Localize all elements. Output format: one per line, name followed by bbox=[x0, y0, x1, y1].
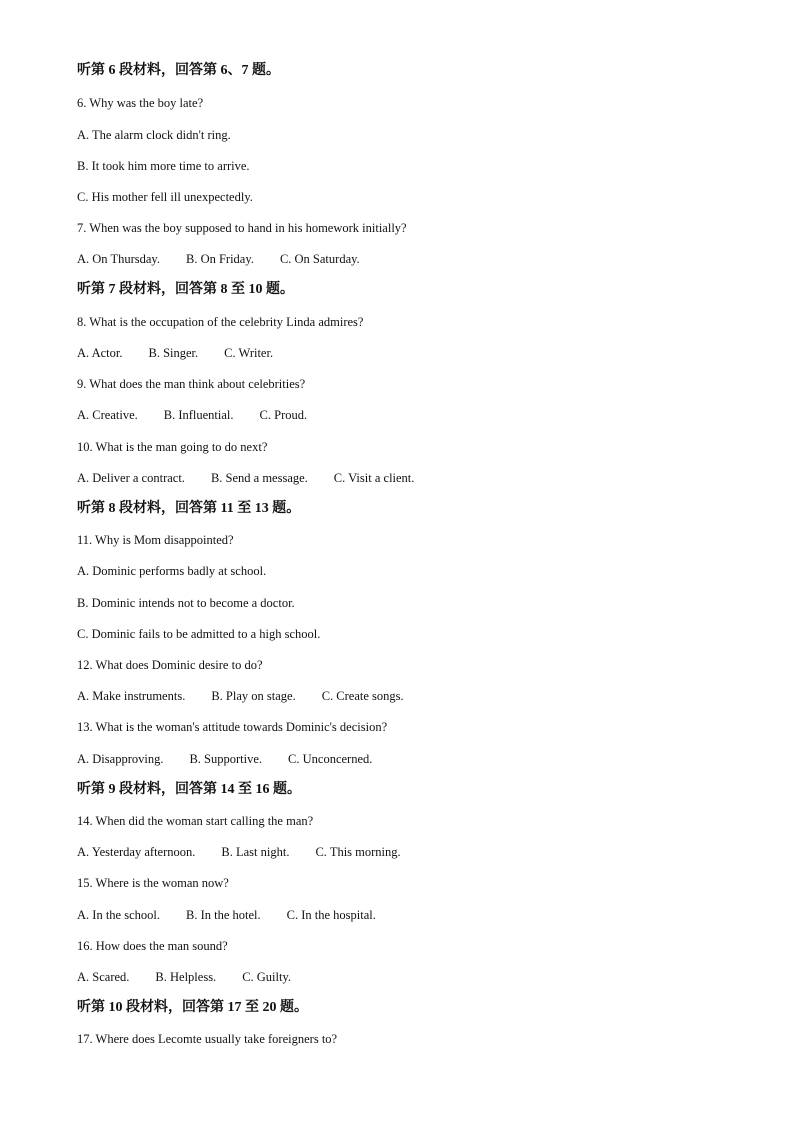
question-12: 12. What does Dominic desire to do? bbox=[77, 658, 263, 672]
options-row bbox=[77, 969, 291, 985]
option-a: A. In the school. bbox=[77, 908, 160, 922]
option-a: A. On Thursday. bbox=[77, 252, 160, 266]
option-b: B. Singer. bbox=[148, 346, 199, 360]
section-heading: 听第 9 段材料，回答第 14 至 16 题。 bbox=[77, 782, 301, 797]
option-line: B. It took him more time to arrive. bbox=[77, 159, 250, 173]
option-a: A. Scared. bbox=[77, 970, 130, 984]
option-a: A. Yesterday afternoon. bbox=[77, 845, 196, 859]
question-16: 16. How does the man sound? bbox=[77, 939, 228, 953]
option-b: B. On Friday. bbox=[185, 252, 254, 266]
question-11: 11. Why is Mom disappointed? bbox=[77, 533, 234, 547]
section-heading: 听第 6 段材料，回答第 6、7 题。 bbox=[77, 63, 280, 78]
option-line: A. Dominic performs badly at school. bbox=[77, 564, 267, 578]
option-c: C. In the hospital. bbox=[286, 908, 376, 922]
options-row bbox=[77, 907, 376, 923]
option-a: A. Make instruments. bbox=[77, 689, 186, 703]
option-line: B. Dominic intends not to become a doctor. bbox=[77, 596, 295, 610]
option-c: C. Proud. bbox=[259, 408, 308, 422]
question-6: 6. Why was the boy late? bbox=[77, 96, 204, 110]
option-b: B. Last night. bbox=[221, 845, 290, 859]
option-c: C. Writer. bbox=[224, 346, 274, 360]
option-b: B. Influential. bbox=[163, 408, 234, 422]
options-row bbox=[77, 407, 307, 423]
options-row bbox=[77, 688, 404, 704]
option-line: A. The alarm clock didn't ring. bbox=[77, 128, 231, 142]
options-row bbox=[77, 251, 360, 267]
options-row bbox=[77, 345, 273, 361]
option-b: B. In the hotel. bbox=[185, 908, 261, 922]
option-line: C. His mother fell ill unexpectedly. bbox=[77, 190, 253, 204]
question-9: 9. What does the man think about celebrities? bbox=[77, 377, 306, 391]
question-10: 10. What is the man going to do next? bbox=[77, 440, 268, 454]
question-13: 13. What is the woman's attitude towards Dominic's decision? bbox=[77, 720, 388, 734]
option-c: C. This morning. bbox=[315, 845, 401, 859]
section-heading: 听第 8 段材料，回答第 11 至 13 题。 bbox=[77, 501, 301, 516]
option-b: B. Play on stage. bbox=[211, 689, 296, 703]
question-7: 7. When was the boy supposed to hand in his homework initially? bbox=[77, 221, 407, 235]
option-a: A. Deliver a contract. bbox=[77, 471, 185, 485]
question-8: 8. What is the occupation of the celebrity Linda admires? bbox=[77, 315, 364, 329]
section-heading: 听第 10 段材料，回答第 17 至 20 题。 bbox=[77, 1000, 308, 1015]
option-a: A. Actor. bbox=[77, 346, 123, 360]
question-15: 15. Where is the woman now? bbox=[77, 876, 229, 890]
section-heading: 听第 7 段材料，回答第 8 至 10 题。 bbox=[77, 282, 294, 297]
option-b: B. Helpless. bbox=[155, 970, 217, 984]
option-b: B. Send a message. bbox=[210, 471, 308, 485]
options-row bbox=[77, 751, 372, 767]
option-c: C. On Saturday. bbox=[279, 252, 360, 266]
options-row bbox=[77, 470, 414, 486]
option-c: C. Unconcerned. bbox=[288, 752, 373, 766]
option-a: A. Creative. bbox=[77, 408, 138, 422]
options-row bbox=[77, 844, 401, 860]
option-a: A. Disapproving. bbox=[77, 752, 164, 766]
option-c: C. Create songs. bbox=[321, 689, 404, 703]
option-c: C. Visit a client. bbox=[333, 471, 415, 485]
question-14: 14. When did the woman start calling the man? bbox=[77, 814, 314, 828]
option-line: C. Dominic fails to be admitted to a high school. bbox=[77, 627, 321, 641]
question-17: 17. Where does Lecomte usually take foreigners to? bbox=[77, 1032, 338, 1046]
option-b: B. Supportive. bbox=[189, 752, 263, 766]
option-c: C. Guilty. bbox=[242, 970, 292, 984]
